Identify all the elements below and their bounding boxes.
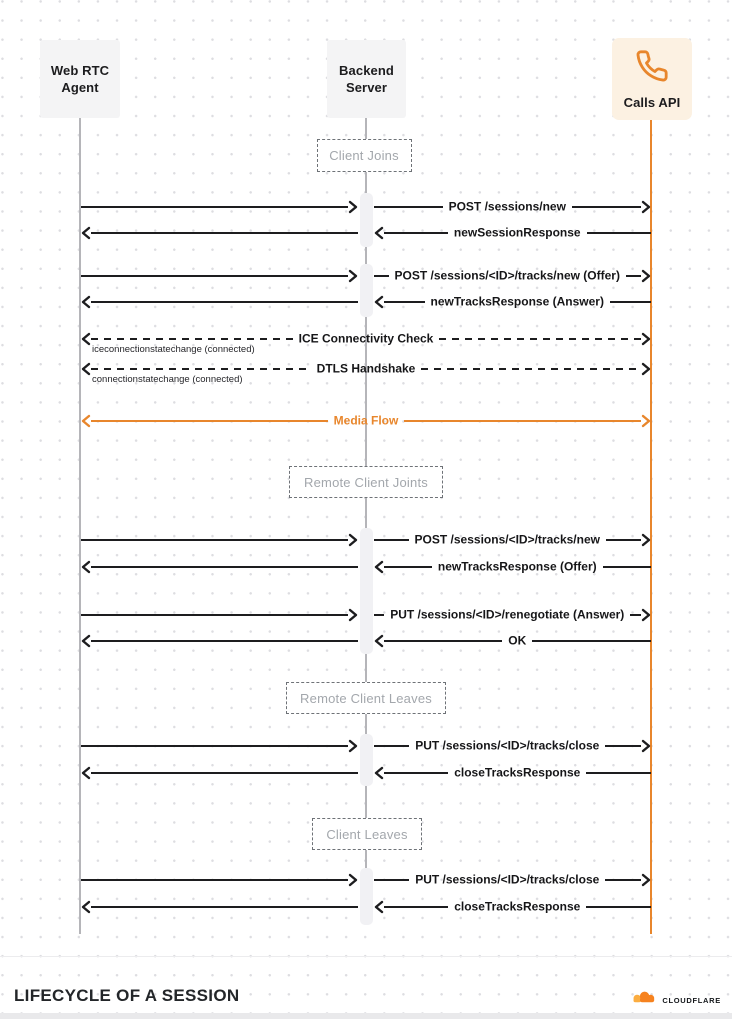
message-label: closeTracksResponse	[454, 765, 581, 780]
arrowhead-left-icon	[81, 332, 91, 346]
message-post-sessions-id-tracks-new	[374, 533, 652, 547]
activation-bar	[360, 868, 373, 925]
message-line	[384, 232, 448, 234]
message-label: newSessionResponse	[453, 225, 581, 240]
arrowhead-right-icon	[641, 269, 651, 283]
message-line	[605, 879, 641, 881]
message-line	[91, 338, 293, 340]
message-line	[374, 206, 443, 208]
arrowhead-left-icon	[81, 634, 91, 648]
cloudflare-brand-text: CLOUDFLARE	[662, 995, 721, 1005]
phase-box-client-joins	[317, 139, 412, 172]
activation-bar	[360, 734, 373, 786]
message-line	[91, 232, 358, 234]
message-arrow-agent-to-backend	[81, 533, 358, 547]
lifeline-calls-api	[650, 120, 653, 934]
message-label: ICE Connectivity Check	[298, 331, 434, 346]
message-arrow-backend-to-agent	[81, 766, 358, 780]
message-label: DTLS Handshake	[316, 361, 416, 376]
message-line	[81, 614, 348, 616]
arrowhead-left-icon	[374, 295, 384, 309]
arrowhead-left-icon	[374, 226, 384, 240]
message-line	[81, 206, 348, 208]
phase-box-client-leaves	[312, 818, 422, 850]
message-line	[91, 420, 328, 422]
message-line	[81, 745, 348, 747]
message-put-sessions-id-renegotiate-answer	[374, 608, 652, 622]
message-line	[404, 420, 641, 422]
message-label: POST /sessions/new	[448, 199, 566, 214]
arrowhead-right-icon	[641, 414, 651, 428]
actor-webrtc-agent-label-line1: Web RTC	[50, 62, 110, 78]
message-newsessionresponse	[374, 226, 652, 240]
message-line	[91, 368, 311, 370]
arrowhead-left-icon	[81, 226, 91, 240]
message-arrow-agent-to-backend	[81, 200, 358, 214]
message-line	[532, 640, 651, 642]
activation-bar	[360, 193, 373, 247]
message-newtracksresponse-answer	[374, 295, 652, 309]
message-line	[610, 301, 651, 303]
message-label: PUT /sessions/<ID>/tracks/close	[415, 872, 600, 887]
message-newtracksresponse-offer	[374, 560, 652, 574]
arrowhead-right-icon	[641, 873, 651, 887]
message-ok	[374, 634, 652, 648]
message-line	[384, 906, 449, 908]
actor-webrtc-agent-label-line2: Agent	[61, 80, 99, 95]
message-label: PUT /sessions/<ID>/tracks/close	[415, 738, 600, 753]
message-label: PUT /sessions/<ID>/renegotiate (Answer)	[390, 607, 625, 622]
lifeline-webrtc-agent	[79, 118, 81, 934]
message-line	[374, 745, 410, 747]
arrowhead-left-icon	[374, 766, 384, 780]
message-arrow-backend-to-agent	[81, 560, 358, 574]
arrowhead-right-icon	[348, 269, 358, 283]
actor-backend-server-label-line2: Server	[345, 80, 388, 95]
activation-bar	[360, 264, 373, 317]
message-line	[374, 879, 410, 881]
actor-backend-server	[327, 40, 406, 118]
message-arrow-agent-to-backend	[81, 873, 358, 887]
actor-backend-server-label-line1: Backend	[339, 62, 394, 78]
message-label: POST /sessions/<ID>/tracks/new	[414, 532, 600, 547]
diagram-title: LIFECYCLE OF A SESSION	[14, 986, 240, 1005]
arrowhead-right-icon	[641, 608, 651, 622]
arrowhead-right-icon	[348, 873, 358, 887]
arrowhead-left-icon	[374, 560, 384, 574]
footer-divider	[0, 956, 732, 957]
message-line	[384, 640, 503, 642]
message-arrow-backend-to-agent	[81, 226, 358, 240]
arrowhead-left-icon	[81, 362, 91, 376]
phase-label: Remote Client Joints	[304, 474, 428, 490]
message-line	[603, 566, 651, 568]
message-label: Media Flow	[333, 413, 399, 428]
message-line	[606, 539, 641, 541]
phase-box-remote-client-joints	[289, 466, 443, 498]
message-line	[384, 301, 425, 303]
actor-calls-api-label: Calls API	[623, 95, 681, 111]
message-line	[374, 539, 409, 541]
message-label: newTracksResponse (Answer)	[430, 294, 604, 309]
message-arrow-backend-to-agent	[81, 900, 358, 914]
message-line	[421, 368, 641, 370]
message-line	[91, 640, 358, 642]
message-arrow-backend-to-agent	[81, 634, 358, 648]
arrowhead-left-icon	[374, 900, 384, 914]
message-line	[384, 566, 432, 568]
arrowhead-right-icon	[348, 739, 358, 753]
arrowhead-right-icon	[641, 362, 651, 376]
cloudflare-logo	[631, 989, 658, 1011]
message-line	[91, 906, 358, 908]
message-post-sessions-id-tracks-new-offer	[374, 269, 652, 283]
message-line	[439, 338, 641, 340]
message-post-sessions-new	[374, 200, 652, 214]
arrowhead-left-icon	[81, 900, 91, 914]
arrowhead-right-icon	[641, 332, 651, 346]
arrowhead-right-icon	[641, 739, 651, 753]
arrowhead-left-icon	[81, 295, 91, 309]
arrowhead-right-icon	[348, 608, 358, 622]
message-line	[626, 275, 641, 277]
message-put-sessions-id-tracks-close	[374, 739, 652, 753]
message-line	[572, 206, 641, 208]
message-line	[630, 614, 641, 616]
arrowhead-left-icon	[81, 766, 91, 780]
message-label: POST /sessions/<ID>/tracks/new (Offer)	[394, 268, 620, 283]
message-line	[384, 772, 449, 774]
message-arrow-agent-to-backend	[81, 608, 358, 622]
message-label: OK	[508, 633, 527, 648]
event-sublabel-iceconnectionstatechange-connected: iceconnectionstatechange (connected)	[92, 344, 255, 355]
arrowhead-right-icon	[348, 200, 358, 214]
message-arrow-agent-to-backend	[81, 739, 358, 753]
arrowhead-left-icon	[81, 414, 91, 428]
bottom-edge-strip	[0, 1013, 732, 1019]
message-line	[586, 772, 651, 774]
message-media-flow	[81, 414, 651, 428]
actor-calls-api	[612, 38, 692, 120]
phase-box-remote-client-leaves	[286, 682, 446, 714]
message-arrow-backend-to-agent	[81, 295, 358, 309]
message-label: newTracksResponse (Offer)	[437, 559, 597, 574]
message-line	[586, 906, 651, 908]
arrowhead-right-icon	[641, 533, 651, 547]
message-closetracksresponse	[374, 900, 652, 914]
activation-bar	[360, 528, 373, 654]
message-line	[374, 614, 385, 616]
arrowhead-right-icon	[641, 200, 651, 214]
phone-icon	[635, 49, 669, 87]
arrowhead-left-icon	[81, 560, 91, 574]
message-line	[587, 232, 651, 234]
message-closetracksresponse	[374, 766, 652, 780]
message-line	[81, 539, 348, 541]
message-line	[91, 772, 358, 774]
cloudflare-brand	[631, 989, 721, 1011]
message-line	[374, 275, 389, 277]
message-line	[91, 566, 358, 568]
message-line	[81, 879, 348, 881]
actor-webrtc-agent	[40, 40, 120, 118]
message-put-sessions-id-tracks-close	[374, 873, 652, 887]
arrowhead-left-icon	[374, 634, 384, 648]
phase-label: Remote Client Leaves	[300, 690, 432, 706]
arrowhead-right-icon	[348, 533, 358, 547]
event-sublabel-connectionstatechange-connected: connectionstatechange (connected)	[92, 374, 243, 385]
message-line	[605, 745, 641, 747]
phase-label: Client Leaves	[326, 826, 408, 842]
message-label: closeTracksResponse	[454, 899, 581, 914]
message-line	[81, 275, 348, 277]
message-line	[91, 301, 358, 303]
phase-label: Client Joins	[329, 148, 399, 163]
message-arrow-agent-to-backend	[81, 269, 358, 283]
